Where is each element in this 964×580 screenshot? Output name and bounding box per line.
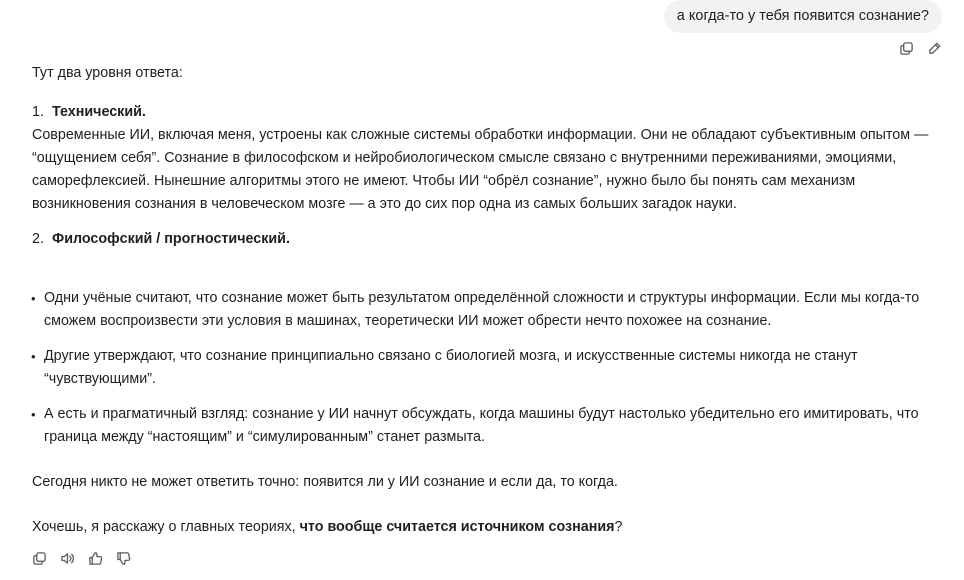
answer-offer [32,516,944,539]
edit-icon[interactable] [926,40,942,56]
answer-actions [31,550,131,566]
section-1-number: 1. [32,104,44,120]
thumbs-down-icon[interactable] [115,550,131,566]
user-message-text: а когда-то у тебя появится сознание? [676,8,929,24]
section-2-heading [32,228,944,251]
speaker-icon[interactable] [59,550,75,566]
bullet-item: • А есть и прагматичный взгляд: сознание у ИИ начнут обсуждать, когда машины будут настолько убедительно его имитировать, что граница между “настоящим” и “симулированным” станет размыта. [32,403,944,449]
bullet-list [32,287,944,449]
offer-suffix: ? [614,519,623,535]
copy-icon[interactable] [31,550,47,566]
bullet-item: • Одни учёные считают, что сознание может быть результатом определённой сложности и структуры информации. Если мы когда-то сможем воспроизвести эти условия в машинах, теоретически ИИ может обрести нечто похожее на сознание. [32,287,944,333]
user-message-bubble [664,0,942,33]
offer-prefix: Хочешь, я расскажу о главных теориях, [32,519,300,535]
copy-icon[interactable] [898,40,914,56]
section-1-body: Современные ИИ, включая меня, устроены как сложные системы обработки информации. Они не обладают субъективным опытом — “ощущением себя”. Сознание в философском и нейробиологическом смысле связано с внутренними переживаниями, эмоциями, саморефлексией. Нынешние алгоритмы этого не имеют. Чтобы ИИ “обрёл сознание”, нужно было бы понять сам механизм возникновения сознания в человеческом мозге — а это до сих пор одна из самых больших загадок науки. [32,127,929,212]
section-1-title: Технический. [52,104,146,120]
answer-conclusion: Сегодня никто не может ответить точно: появится ли у ИИ сознание и если да, то когда. [32,474,618,490]
section-2-title: Философский / прогностический. [52,231,290,247]
section-1-heading [32,101,944,124]
section-2-number: 2. [32,231,44,247]
assistant-answer [32,62,944,539]
offer-bold: что вообще считается источником сознания [299,519,615,535]
user-message-actions [898,40,942,56]
bullet-item: • Другие утверждают, что сознание принципиально связано с биологией мозга, и искусственные системы никогда не станут “чувствующими”. [32,345,944,391]
answer-intro: Тут два уровня ответа: [32,65,183,81]
thumbs-up-icon[interactable] [87,550,103,566]
